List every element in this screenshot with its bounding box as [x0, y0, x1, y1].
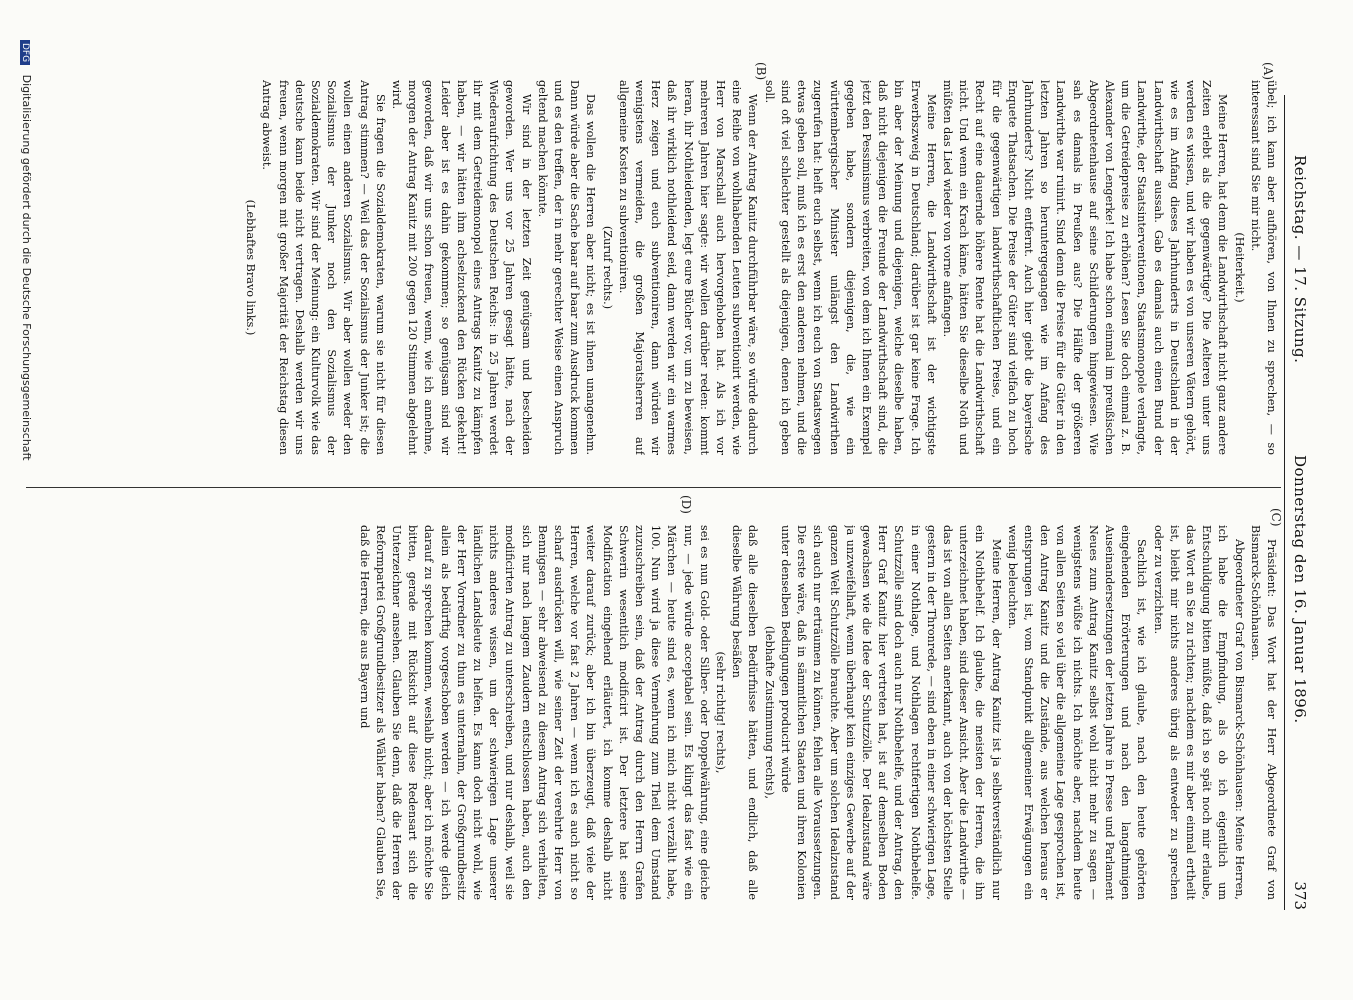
interjection: (lebhafte Zustimmung rechts), [762, 625, 776, 800]
paragraph: Meine Herren, die Landwirthschaft ist der wichtigste Erwerbszweig in Deutschland; darüber ist gar keine Frage. Ich bin aber der Meinung und diejenigen, welche dieselbe haben, daß nicht diejenigen die Freunde der Landwirthschaft sind, die jetzt den Pessimismus verbreiten, von dem ich Ihnen ein Exempel gegeben habe, sondern diejenigen, die, wie ein württembergischer Minister unlängst den Landwirthen zugerufen hat: helft euch selbst, wenn ich euch von Staatswegen etwas geben soll, muß ich es erst den anderen nehmen, und die sind oft viel schlechter gestellt als diejenigen, denen ich geben soll. [762, 80, 938, 455]
paragraph: Meine Herren, hat denn die Landwirthschaft nicht ganz andere Zeiten erlebt als die gegenwärtige? Die Aelteren unter uns werden es wissen, und wir haben es von unseren Vätern gehört, wie es im Anfang dieses Jahrhunderts in Deutschland in der Landwirthschaft aussah. Gab es damals auch einen Bund der Landwirthe, der Staatsinterventionen, Staatsmonopole verlangte, um die Getreidepreise zu erhöhen? Lesen Sie doch einmal z. B. Alexander von Lengerke! Ich habe schon einmal im preußischen Abgeordnetenhause auf seine Schilderungen hingewiesen. Wie sah es damals in Preußen aus? Die Hälfte der größeren Landwirthe war ruinirt. Sind denn die Preise für die Güter in den letzten Jahren so heruntergegangen wie im Anfang des Jahrhunderts? Nicht entfernt. Auch hier giebt die bayerische Enquete Thatsachen. Die Preise der Güter sind vielfach zu hoch für die gegenwärtigen landwirthschaftlichen Preise, und ein Recht auf eine dauernde höhere Rente hat die Landwirthschaft nicht. Und wenn ein Krach käme, hätten Sie dieselbe Noth und müßten das Lied wieder von vorne anfangen. [940, 80, 1230, 455]
interjection: (sehr richtig! rechts), [714, 651, 728, 774]
paragraph: übel; ich kann aber aufhören, von Ihnen zu sprechen, — so interessant sind Sie mir nicht. [1248, 80, 1278, 455]
margin-marker-c: (C) [1269, 508, 1283, 527]
interjection: (Zuruf rechts.) [600, 225, 614, 310]
dfg-logo: DFG [20, 40, 30, 65]
column-divider [26, 487, 1281, 488]
margin-marker-b: (B) [754, 62, 768, 81]
digitization-text: Digitalisierung gefördert durch die Deutsche Forschungsgemeinschaft [20, 74, 33, 461]
page-header [1284, 95, 1315, 910]
paragraph: Sie fragen die Sozialdemokraten, warum sie nicht für diesen Antrag stimmen? — Weil das der Sozialismus der Junker ist; die wollen einen anderen Sozialismus. Wir aber wollen weder den Sozialismus der Junker noch den Sozialismus der Sozialdemokraten. Wir sind der Meinung: ein Kulturvolk wie das deutsche kann beide nicht vertragen. Deshalb werden wir uns freuen, wenn morgen mit großer Majorität der Reichstag diesen Antrag abweist. [260, 80, 387, 455]
page-number: 373 [1291, 881, 1309, 910]
paragraph: sei es nun Gold- oder Silber- oder Doppelwährung, eine gleiche nur, — jede würde acceptabel sein. Es klingt das fast wie ein Märchen — heute sind es, wenn ich mich nicht verzählt habe, 100. Nun wird ja diese Vermehrung zum Theil dem Umstand zuzuschreiben sein, daß der Antrag durch den Herrn Grafen Schwerin wesentlich modificirt ist. Der letztere hat seine Modification eingehend erläutert, ich komme deshalb nicht weiter darauf zurück; aber ich bin überzeugt, daß viele der Herren, welche vor fast 2 Jahren — wenn ich es auch nicht so scharf ausdrücken will, wie seiner Zeit der verehrte Herr von Bennigsen — sehr abweisend zu diesem Antrag sich verhielten, sich nur nach langem Zaudern entschlossen haben, auch den modificirten Antrag zu unterschreiben, und nur deshalb, weil sie nichts anderes wissen, um der schwierigen Lage unserer ländlichen Landsleute zu helfen. Es kann doch nicht wohl, wie der Herr Vorredner zu thun es unternahm, der Großgrundbesitz allein als bedürftig vorgeschoben werden — ich werde gleich darauf zu sprechen kommen, weshalb nicht; aber ich möchte Sie bitten, gerade mit Rücksicht auf diese Redensart sich die Unterzeichner ansehen. Glauben Sie denn, daß die Herren der Reformpartei Großgrundbesitzer als Wähler haben? Glauben Sie, daß die Herren, die aus Bayern und [357, 525, 711, 900]
margin-marker-d: (D) [679, 495, 693, 514]
header-title: Reichstag. — 17. Sitzung. [1291, 155, 1309, 364]
speaker-paragraph: Präsident: Das Wort hat der Herr Abgeordnete Graf von Bismarck-Schönhausen. [1248, 525, 1278, 900]
margin-marker-a: (A) [1261, 62, 1275, 81]
paragraph: Sachlich ist, wie ich glaube, nach den heute gehörten eingehenden Erörterungen und nach den langathmigen Auseinandersetzungen der letzten Jahre in Presse und Parlament Neues zum Antrag Kanitz selbst wohl nicht mehr zu sagen — wenigstens wüßte ich nichts. Ich möchte aber, nachdem heute von allen Seiten so viel über die allgemeine Lage gesprochen ist, den Antrag Kanitz und die Zustände, aus welchen heraus er entsprungen ist, vom Standpunkt allgemeiner Erwägungen ein wenig beleuchten. [1005, 525, 1149, 900]
right-column [29, 525, 1279, 900]
paragraph: Das wollen die Herren aber nicht; es ist ihnen unangenehm. Dann würde aber die Sache baar auf baar zum Ausdruck kommen und es den treffen, der in mehr gerechter Weise einen Anspruch geltend machen könnte. [535, 80, 598, 455]
interjection: (Lebhaftes Bravo links.) [244, 199, 258, 336]
digitization-note [20, 40, 33, 980]
paragraph: Wir sind in der letzten Zeit genügsam und bescheiden geworden. Wer uns vor 25 Jahren gesagt hätte, nach der Wiederaufrichtung des Deutschen Reichs: in 25 Jahren werdet ihr mit dem Getreidemonopol eines Antrags Kanitz zu kämpfen haben, — wir hätten ihm achselzuckend den Rücken gekehrt! Leider aber ist es dahin gekommen; so genügsam sind wir geworden, daß wir uns schon freuen, wenn, wie ich annehme, morgen der Antrag Kanitz mit 200 gegen 120 Stimmen abgelehnt wird. [390, 80, 533, 455]
paragraph: Meine Herren, der Antrag Kanitz ist ja selbstverständlich nur ein Nothbehelf. Ich glaube, die meisten der Herren, die ihn unterzeichnet haben, sind dieser Ansicht. Aber die Landwirthe — das ist von allen Seiten anerkannt, auch von der höchsten Stelle gestern in der Thronrede, — sind eben in einer schwierigen Lage, in einer Nothlage, und Nothlagen rechtfertigen Nothbehelfe. Schutzzölle sind doch auch nur Nothbehelfe, und der Antrag, den Herr Graf Kanitz hier vertreten hat, ist auf demselben Boden gewachsen wie die Idee der Schutzzölle. Der Idealzustand wäre ja unzweifelhaft, wenn überhaupt kein einziges Gewerbe auf der ganzen Welt Schutzzölle brauchte. Aber um solchen Idealzustand sich auch nur erträumen zu können, fehlen alle Voraussetzungen. Die erste wäre, daß in sämmtlichen Staaten und ihren Kolonien unter denselben Bedingungen producirt würde [778, 525, 1003, 900]
paragraph: Wenn der Antrag Kanitz durchführbar wäre, so würde dadurch eine Reihe von wohlhabenden Leuten subventionirt werden, wie Herr von Marschall auch hervorgehoben hat. Als ich vor mehreren Jahren hier sagte: wir wollen darüber reden: kommt heran, ihr Nothleidenden, legt eure Bücher vor, um zu beweisen, daß ihr wirklich nothleidend seid, dann werden wir ein warmes Herz zeigen und euch subventioniren, dann würden wir wenigstens vermeiden, die großen Majoratsherren auf allgemeine Kosten zu subventioniren. [616, 80, 760, 455]
paragraph: daß alle dieselben Bedürfnisse hätten, und endlich, daß alle dieselbe Währung besäßen [730, 525, 760, 900]
header-date: Donnerstag den 16. Januar 1896. [1291, 455, 1309, 724]
speaker-paragraph: Abgeordneter Graf von Bismarck-Schönhausen: Meine Herren, ich habe die Empfindung, als ob ich eigentlich um Entschuldigung bitten müßte, daß ich so spät noch mir erlaube, das Wort an Sie zu richten; nachdem es mir aber einmal ertheilt ist, bleibt mir nichts anderes übrig als entweder zu sprechen oder zu verzichten. [1151, 525, 1246, 900]
left-column [29, 80, 1279, 455]
interjection: (Heiterkeit.) [1232, 232, 1246, 303]
